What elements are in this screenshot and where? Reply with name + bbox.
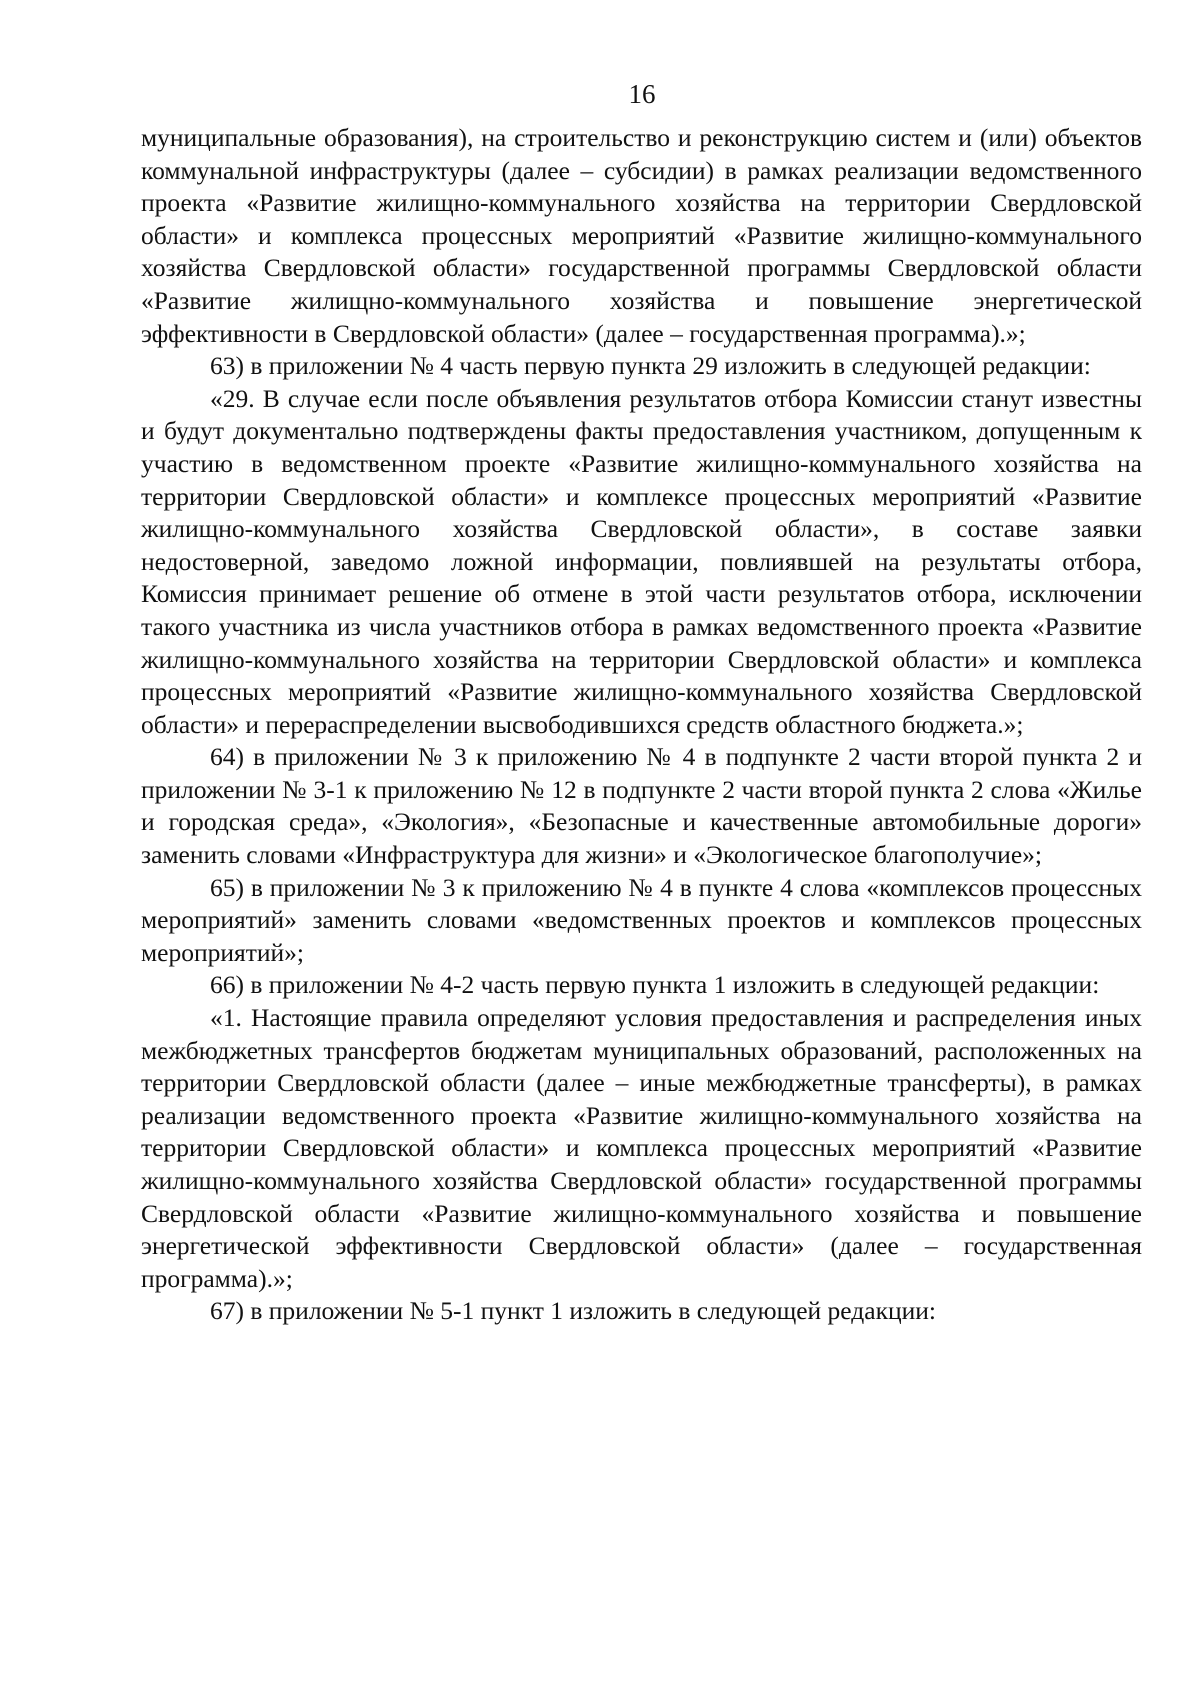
paragraph-item-63: 63) в приложении № 4 часть первую пункта 29 изложить в следующей редакции:	[210, 351, 1091, 381]
paragraph-quote-1: «1. Настоящие правила определяют условия предоставления и распределения иных межбюджетных трансфертов бюджетам муниципальных образований, расположенных на территории Свердловской области (далее – иные межбюджетные трансферты), в рамках реализации ведомственного проекта «Развитие жилищно-коммунального хозяйства на территории Свердловской области» и комплекса процессных мероприятий «Развитие жилищно-коммунального хозяйства Свердловской области» государственной программы Свердловской области «Развитие жилищно-коммунального хозяйства и повышение энергетической эффективности Свердловской области» (далее – государственная программа).»;	[141, 1003, 1142, 1293]
paragraph-item-64: 64) в приложении № 3 к приложению № 4 в подпункте 2 части второй пункта 2 и приложении № 3-1 к приложению № 12 в подпункте 2 части второй пункта 2 слова «Жилье и городская среда», «Экология», «Безопасные и качественные автомобильные дороги» заменить словами «Инфраструктура для жизни» и «Экологическое благополучие»;	[141, 742, 1142, 870]
paragraph-continuation: муниципальные образования), на строительство и реконструкцию систем и (или) объектов коммунальной инфраструктуры (далее – субсидии) в рамках реализации ведомственного проекта «Развитие жилищно-коммунального хозяйства на территории Свердловской области» и комплекса процессных мероприятий «Развитие жилищно-коммунального хозяйства Свердловской области» государственной программы Свердловской области «Развитие жилищно-коммунального хозяйства и повышение энергетической эффективности в Свердловской области» (далее – государственная программа).»;	[141, 123, 1142, 348]
paragraph-item-65: 65) в приложении № 3 к приложению № 4 в пункте 4 слова «комплексов процессных мероприятий» заменить словами «ведомственных проектов и комплексов процессных мероприятий»;	[141, 872, 1142, 967]
document-body	[141, 122, 1142, 1328]
page-number: 16	[628, 79, 656, 109]
paragraph-item-67: 67) в приложении № 5-1 пункт 1 изложить в следующей редакции:	[210, 1296, 936, 1326]
paragraph-item-66: 66) в приложении № 4-2 часть первую пункта 1 изложить в следующей редакции:	[210, 970, 1100, 1000]
paragraph-quote-29: «29. В случае если после объявления результатов отбора Комиссии станут известны и будут документально подтверждены факты предоставления участником, допущенным к участию в ведомственном проекте «Развитие жилищно-коммунального хозяйства на территории Свердловской области» и комплексе процессных мероприятий «Развитие жилищно-коммунального хозяйства Свердловской области», в составе заявки недостоверной, заведомо ложной информации, повлиявшей на результаты отбора, Комиссия принимает решение об отмене в этой части результатов отбора, исключении такого участника из числа участников отбора в рамках ведомственного проекта «Развитие жилищно-коммунального хозяйства на территории Свердловской области» и комплекса процессных мероприятий «Развитие жилищно-коммунального хозяйства Свердловской области» и перераспределении высвободившихся средств областного бюджета.»;	[141, 383, 1142, 739]
